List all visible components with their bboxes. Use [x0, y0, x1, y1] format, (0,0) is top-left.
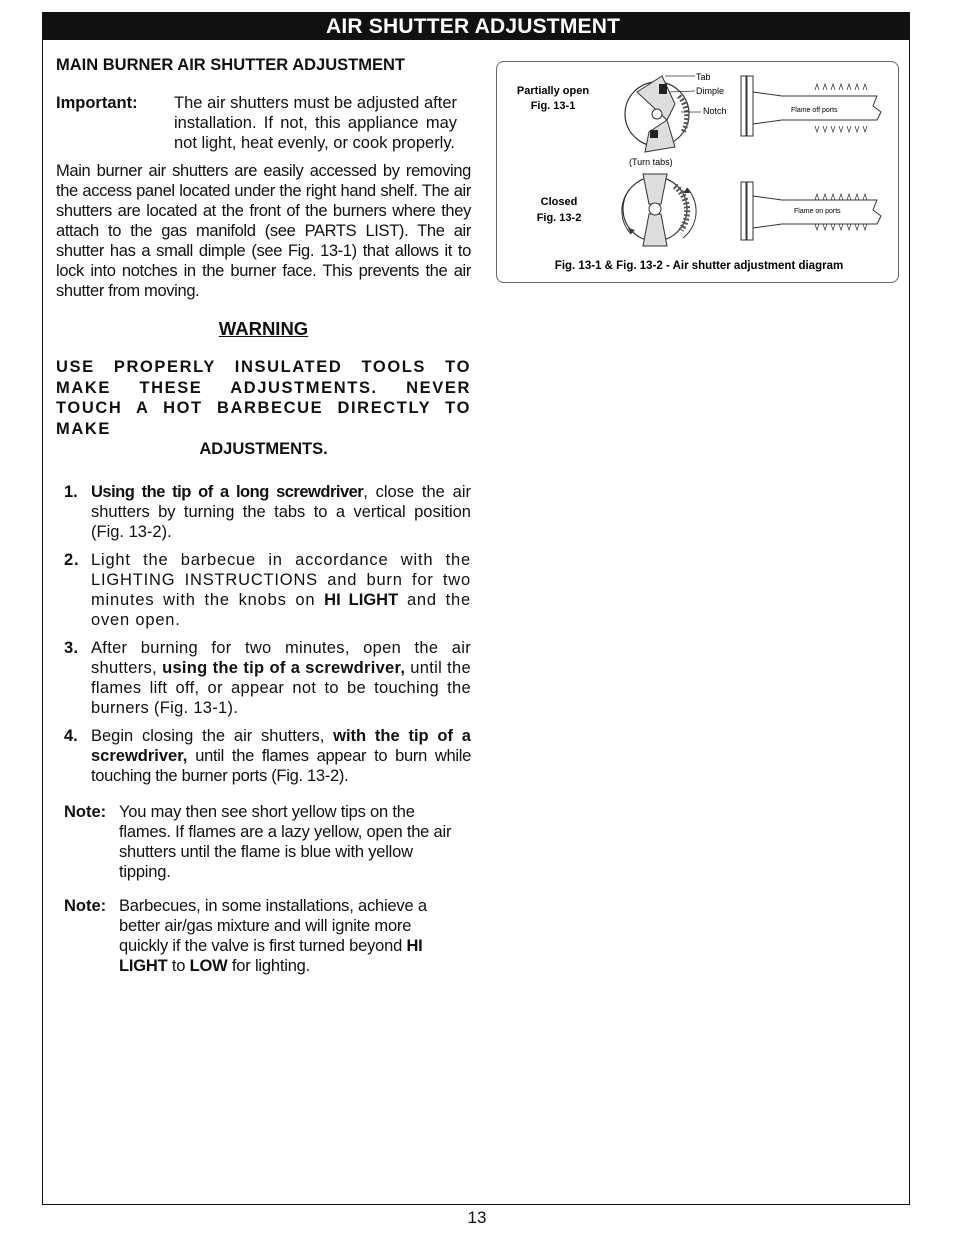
- note-label: Note:: [64, 802, 107, 821]
- step-body: After burning for two minutes, open the air shutters,: [91, 638, 471, 677]
- note-body: Barbecues, in some installations, achieve a better air/gas mixture and will ignite more quickly if the valve is first turned beyond: [119, 896, 427, 955]
- note-bold: LOW: [189, 956, 228, 975]
- fig2-label-line1: Closed: [540, 196, 578, 208]
- left-column: [56, 55, 471, 976]
- step-bold: with the tip of a screwdriver,: [91, 726, 471, 765]
- step-number: 1.: [64, 482, 78, 501]
- note-item: [64, 896, 471, 976]
- step-body: until the flames appear to burn while touching the burner ports (Fig. 13-2).: [91, 746, 471, 785]
- step-body: and the oven open.: [91, 590, 471, 629]
- figure-caption: Fig. 13-1 & Fig. 13-2 - Air shutter adjustment diagram: [554, 260, 844, 272]
- note-item: [64, 802, 471, 882]
- step-text: [91, 550, 471, 630]
- step-number: 4.: [64, 726, 78, 745]
- important-label: Important:: [56, 94, 138, 112]
- fig2-label-line2: Fig. 13-2: [536, 212, 582, 224]
- step-number: 3.: [64, 638, 79, 657]
- tab-label: Tab: [696, 72, 711, 82]
- step-body: , close the air shutters by turning the tabs to a vertical position (Fig. 13-2).: [91, 482, 471, 541]
- dimple-label: Dimple: [696, 86, 725, 96]
- note-body: for lighting.: [227, 956, 311, 975]
- page-number: 13: [467, 1208, 487, 1227]
- note-body: to: [167, 956, 190, 975]
- burner-flame-off-icon: [741, 76, 881, 136]
- step-item: [64, 726, 471, 786]
- air-shutter-diagram: [496, 61, 899, 283]
- note-text: You may then see short yellow tips on the flames. If flames are a lazy yellow, open the air shutters until the flame is blue with yellow tipping.: [119, 802, 452, 881]
- warning-title: WARNING: [218, 318, 309, 339]
- shutter-closed-icon: [622, 174, 696, 246]
- important-block: [56, 93, 471, 153]
- step-bold: HI LIGHT: [324, 590, 399, 609]
- step-bold: using the tip of a screwdriver,: [162, 658, 406, 677]
- flame-on-label: Flame on ports: [794, 208, 841, 215]
- step-text: [91, 482, 471, 542]
- flame-off-label: Flame off ports: [791, 107, 838, 114]
- fig1-label-line2: Fig. 13-1: [530, 100, 576, 112]
- note-text: [119, 896, 471, 976]
- step-number: 2.: [64, 550, 80, 569]
- note-label: Note:: [64, 896, 107, 915]
- warning-body-last: ADJUSTMENTS.: [199, 440, 328, 458]
- step-body: Light the barbecue in accordance with the LIGHTING INSTRUCTIONS and burn for two minutes with the knobs on: [91, 550, 471, 609]
- section-subheading: MAIN BURNER AIR SHUTTER ADJUSTMENT: [56, 56, 405, 74]
- turn-tabs-label: (Turn tabs): [629, 157, 673, 167]
- important-text: The air shutters must be adjusted after installation. If not, this appliance may not light, heat evenly, or cook properly.: [174, 94, 457, 152]
- step-text: [91, 638, 471, 718]
- step-body: Begin closing the air shutters,: [91, 726, 334, 745]
- step-item: [64, 638, 471, 718]
- step-body: until the flames lift off, or appear not to be touching the burners (Fig. 13-1).: [91, 658, 471, 717]
- section-banner: AIR SHUTTER ADJUSTMENT: [43, 13, 909, 40]
- diagram-svg: [497, 62, 900, 284]
- step-item: [64, 482, 471, 542]
- step-text: [91, 726, 471, 786]
- warning-body: [56, 357, 471, 460]
- notch-label: Notch: [703, 106, 727, 116]
- warning-body-main: USE PROPERLY INSULATED TOOLS TO MAKE THESE ADJUSTMENTS. NEVER TOUCH A HOT BARBECUE DIRECTLY TO MAKE: [56, 358, 471, 438]
- fig1-label-line1: Partially open: [516, 85, 590, 97]
- intro-paragraph: Main burner air shutters are easily accessed by removing the access panel located under the right hand shelf. The air shutters are located at the front of the burners where they attach to the gas manifold (see PARTS LIST). The air shutter has a small dimple (see Fig. 13-1) that allows it to lock into notches in the burner face. This prevents the air shutter from moving.: [56, 162, 471, 300]
- steps-list: [56, 482, 471, 786]
- note-bold: HI LIGHT: [119, 936, 423, 975]
- step-bold: Using the tip of a long screwdriver: [91, 482, 364, 501]
- shutter-open-icon: [625, 76, 701, 152]
- step-item: [64, 550, 471, 630]
